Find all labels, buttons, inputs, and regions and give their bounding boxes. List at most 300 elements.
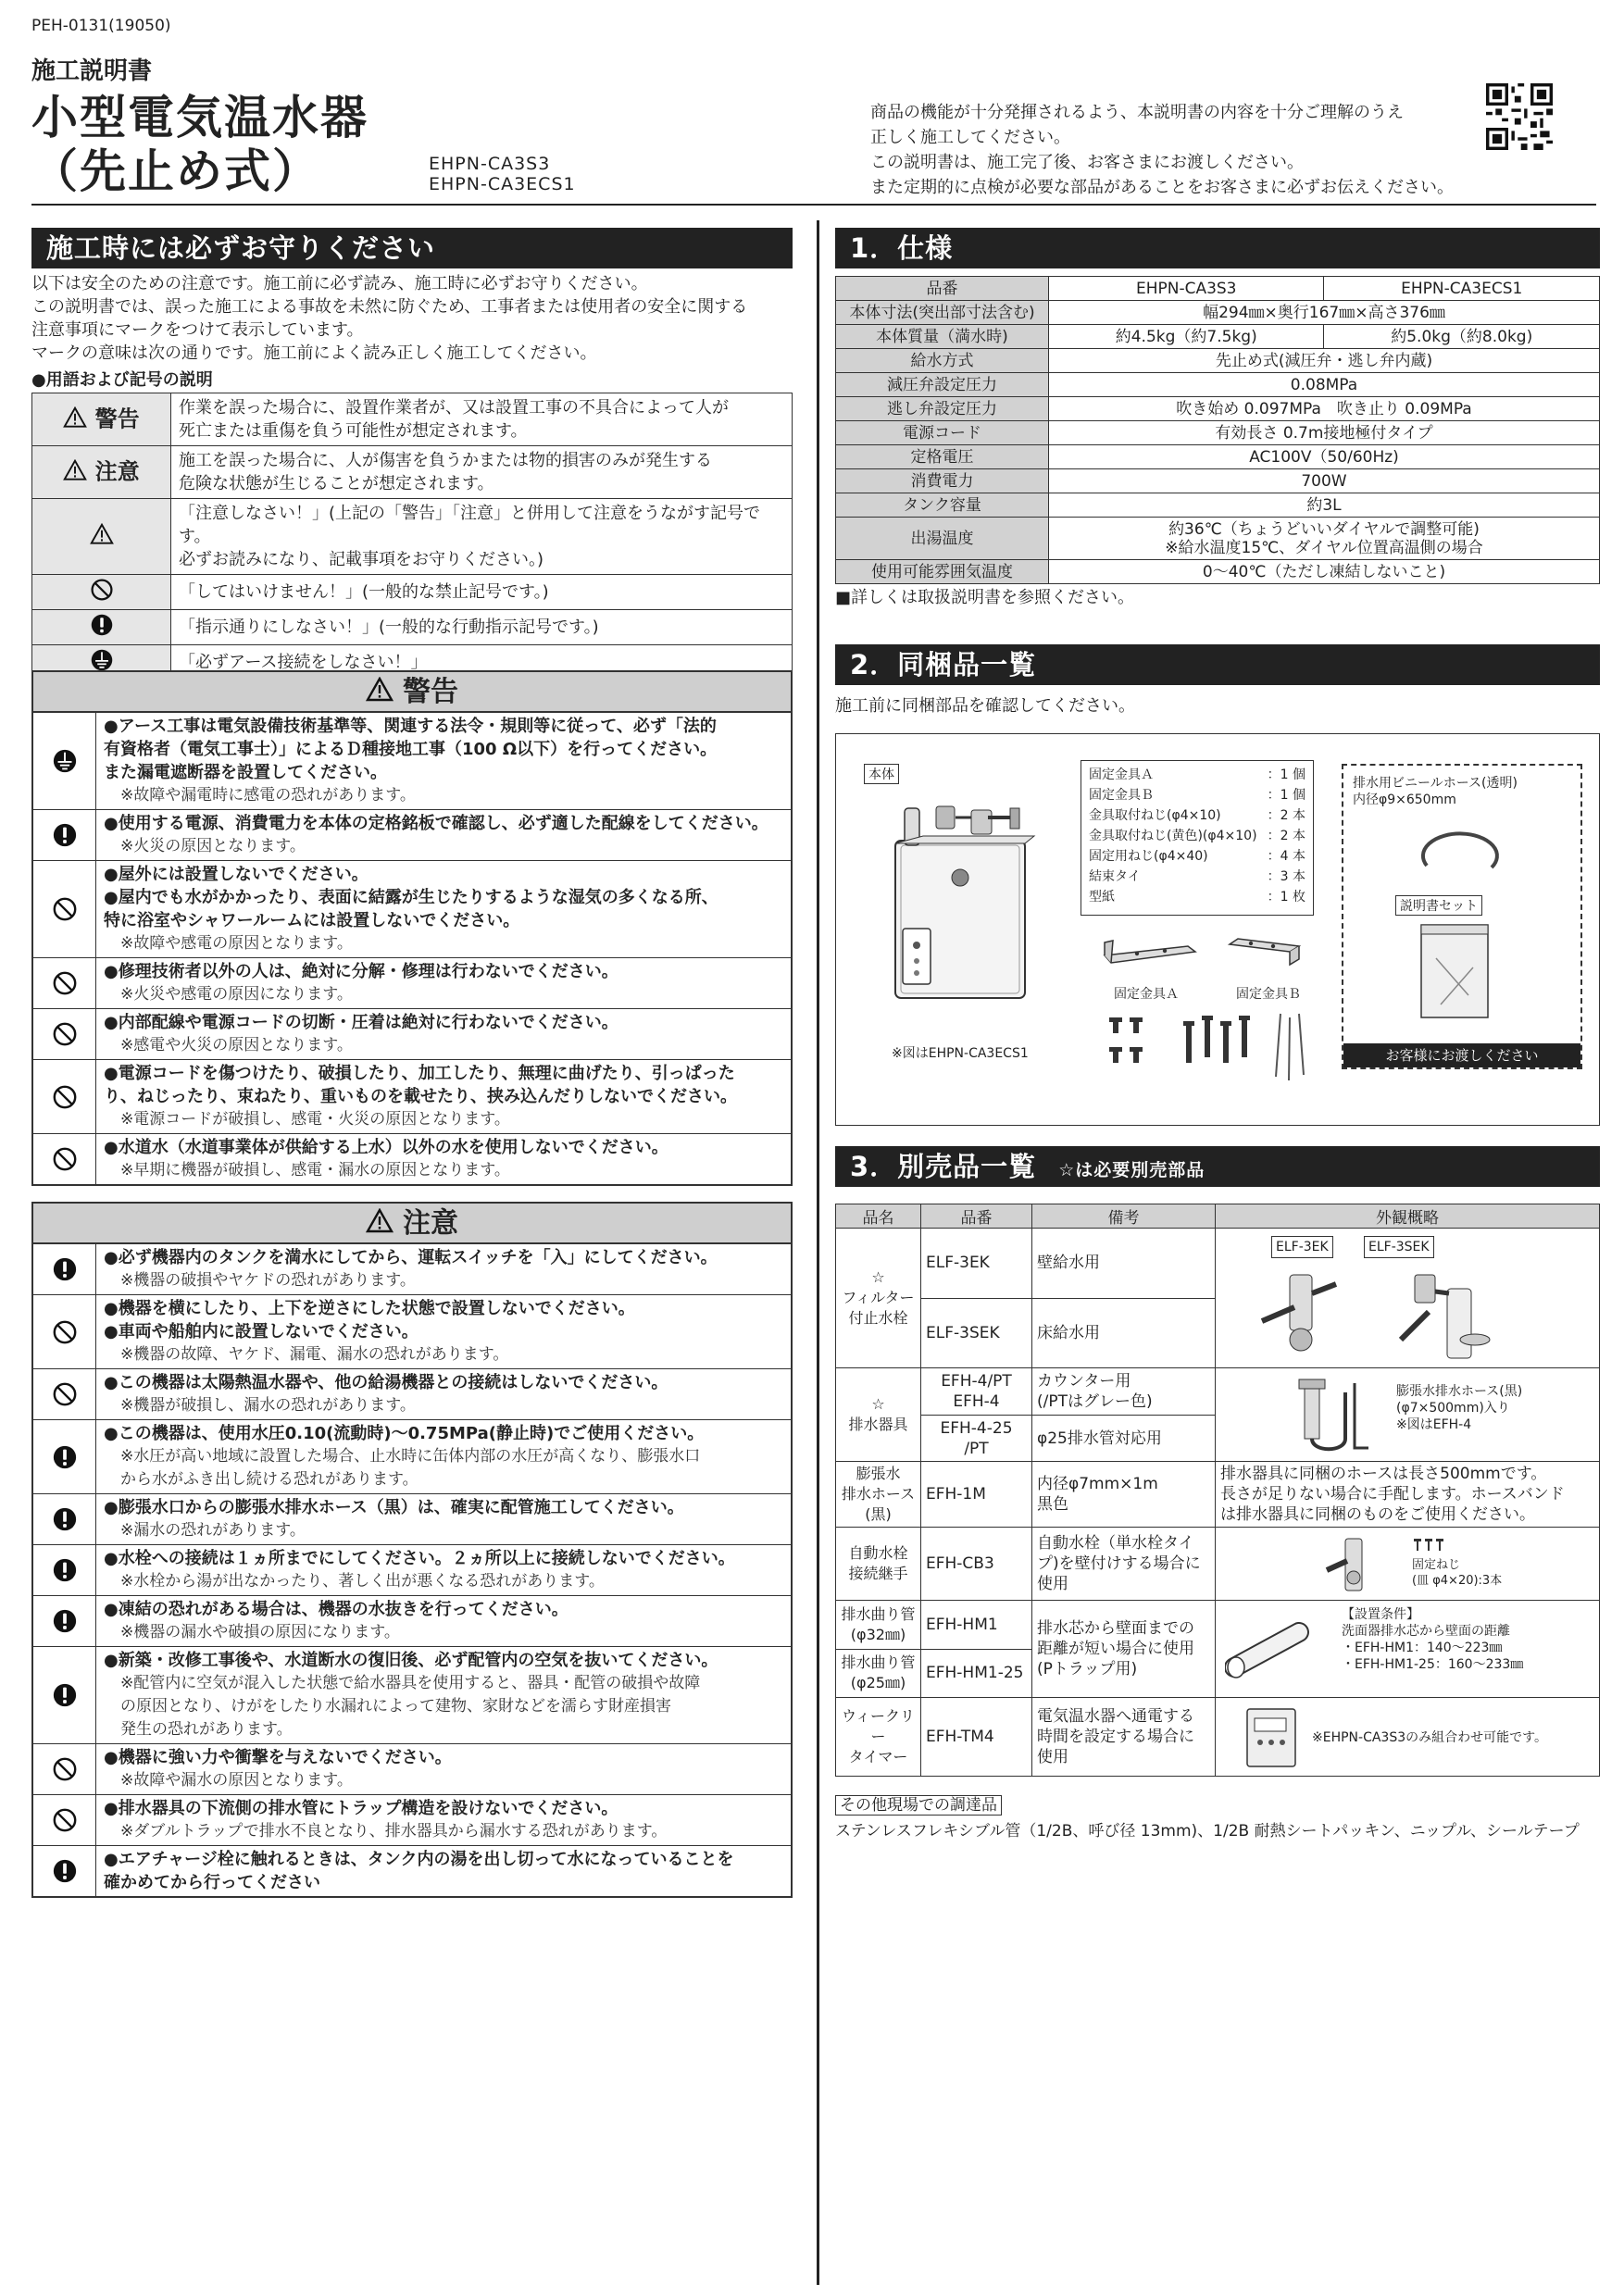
- caution-item: [33, 1494, 791, 1545]
- drain-note: [1396, 1383, 1522, 1433]
- customer-label: お客様にお渡しください: [1343, 1043, 1580, 1067]
- safety-intro: [31, 272, 793, 365]
- spec-col-head: 品番: [836, 277, 1049, 301]
- warning-main-line: また漏電遮断器を設置してください。: [104, 763, 387, 782]
- item-name: ☆ フィルター 付止水栓: [836, 1229, 921, 1368]
- col-figure: 外観概略: [1216, 1204, 1600, 1229]
- table-row: [836, 1229, 1600, 1299]
- caution-note-line: 発生の恐れがあります。: [120, 1720, 293, 1739]
- caution-main-line: ●機器を横にしたり、上下を逆さにした状態で設置しないでください。: [104, 1299, 635, 1318]
- spec-row: [836, 518, 1600, 560]
- safety-line: 注意事項にマークをつけて表示しています。: [31, 320, 364, 340]
- spec-value: 700W: [1049, 469, 1600, 493]
- warning-item: [33, 958, 791, 1009]
- item-code: EFH-CB3: [921, 1528, 1032, 1601]
- caution-main-line: ●この機器は太陽熱温水器や、他の給湯機器との接続はしないでください。: [104, 1373, 668, 1392]
- col-note: 備考: [1032, 1204, 1216, 1229]
- caution-heading: [33, 1204, 791, 1244]
- included-intro: 施工前に同梱部品を確認してください。: [835, 696, 1135, 716]
- item-note: 内径φ7mm×1m 黒色: [1032, 1462, 1216, 1528]
- item-note: 床給水用: [1032, 1298, 1216, 1368]
- warning-item: [33, 1134, 791, 1184]
- drain-bend-pipe-illustration: [1225, 1612, 1336, 1686]
- spec-header-row: [836, 277, 1600, 301]
- instruction-icon: [33, 1647, 96, 1743]
- warning-item-text: [96, 958, 791, 1008]
- item-code: ELF-3SEK: [921, 1298, 1032, 1368]
- legend-row: [32, 575, 793, 610]
- screw-set-icon: [1412, 1537, 1449, 1554]
- warning-box: [31, 670, 793, 1186]
- extras-heading: [835, 1146, 1600, 1187]
- legend-label: 注意: [94, 458, 140, 485]
- spec-value: [1049, 518, 1600, 560]
- spec-label: 電源コード: [836, 421, 1049, 445]
- legend-row: [32, 610, 793, 645]
- spec-col-head: EHPN-CA3S3: [1049, 277, 1324, 301]
- spec-value: 約5.0kg（約8.0kg): [1324, 325, 1600, 349]
- warning-item: [33, 713, 791, 810]
- spec-heading: 1．仕様: [835, 228, 1600, 268]
- caution-note-line: ※機器の漏水や破損の原因になります。: [120, 1623, 400, 1641]
- title-line-2: （先止め式）: [31, 144, 320, 198]
- caution-item: [33, 1420, 791, 1494]
- warning-main-line: ●修理技術者以外の人は、絶対に分解・修理は行わないでください。: [104, 962, 618, 981]
- document-type: 施工説明書: [31, 57, 153, 85]
- cb3-note-line: 固定ねじ: [1412, 1558, 1461, 1572]
- faucet-joint-illustration: [1318, 1533, 1392, 1596]
- legend-symbol: [32, 575, 171, 610]
- figure-note: ※図はEHPN-CA3ECS1: [892, 1046, 1029, 1061]
- cb3-figure: [1216, 1528, 1600, 1601]
- spec-label: タンク容量: [836, 493, 1049, 518]
- hose-label-line: 内径φ9×650mm: [1353, 792, 1456, 807]
- table-row: [836, 1601, 1600, 1650]
- spec-footnote: ■詳しくは取扱説明書を参照ください。: [835, 588, 1135, 607]
- spec-value: 先止め式(減圧弁・逃し弁内蔵): [1049, 349, 1600, 373]
- warning-triangle-icon: [366, 673, 394, 714]
- legend-symbol: [32, 393, 171, 446]
- part-name: 金具取付ねじ(φ4×10): [1089, 808, 1221, 823]
- legend-text-line: 「注意しなさい！」(上記の「警告」「注意」と併用して注意をうながす記号です。: [179, 504, 761, 546]
- instruction-icon: [33, 1244, 96, 1294]
- part-qty: ：1 個: [1267, 767, 1305, 782]
- caution-box: [31, 1202, 793, 1898]
- part-name: 金具取付ねじ(黄色)(φ4×10): [1089, 829, 1257, 843]
- warning-item: [33, 861, 791, 958]
- water-heater-illustration: [868, 790, 1062, 1012]
- spec-label: 使用可能雰囲気温度: [836, 560, 1049, 584]
- legend-text-line: 作業を誤った場合に、設置作業者が、又は設置工事の不具合によって人が: [179, 398, 729, 418]
- vinyl-hose-illustration: [1408, 819, 1510, 884]
- warning-main-line: ●水道水（水道事業体が供給する上水）以外の水を使用しないでください。: [104, 1138, 668, 1157]
- warning-main-line: 特に浴室やシャワールームには設置しないでください。: [104, 911, 520, 930]
- hm1-note-line: 洗面器排水芯から壁面の距離: [1342, 1624, 1510, 1639]
- warning-main-line: 有資格者（電気工事士）」によるＤ種接地工事（100 Ω以下）を行ってください。: [104, 740, 718, 759]
- part-item: [1089, 826, 1305, 846]
- warning-item: [33, 1060, 791, 1134]
- item-code: EFH-HM1: [921, 1601, 1032, 1650]
- column-divider: [817, 220, 819, 2285]
- item-name: 膨張水 排水ホース (黒): [836, 1462, 921, 1528]
- safety-section: [31, 228, 793, 680]
- part-qty: ：2 本: [1267, 808, 1305, 823]
- drain-note-line: 膨張水排水ホース(黒): [1396, 1384, 1523, 1399]
- caution-item: [33, 1596, 791, 1647]
- prohibition-icon: [33, 1009, 96, 1059]
- caution-triangle-icon: [90, 523, 114, 549]
- col-name: 品名: [836, 1204, 921, 1229]
- warning-note-line: ※火災の原因となります。: [120, 837, 306, 855]
- caution-main-line: ●この機器は、使用水圧0.10(流動時)～0.75MPa(静止時)でご使用ください。: [104, 1424, 705, 1443]
- spec-section: [835, 228, 1600, 609]
- caution-item-text: [96, 1244, 791, 1294]
- cb3-note-line: (皿 φ4×20):3本: [1412, 1574, 1503, 1588]
- caution-note-line: ※水圧が高い地域に設置した場合、止水時に缶体内部の水圧が高くなり、膨張水口: [120, 1447, 701, 1466]
- other-items-tag: その他現場での調達品: [835, 1795, 1002, 1816]
- ground-icon: [33, 713, 96, 809]
- caution-item-text: [96, 1846, 791, 1896]
- legend-text: [171, 393, 793, 446]
- spec-value: 0.08MPa: [1049, 373, 1600, 397]
- warning-item-text: [96, 713, 791, 809]
- legend-symbol: [32, 499, 171, 575]
- legend-row: [32, 499, 793, 575]
- extras-title: 3．別売品一覧: [850, 1151, 1037, 1182]
- other-items-text: ステンレスフレキシブル管（1/2B、呼び径 13mm)、1/2B 耐熱シートパッキン、ニップル、シールテープ: [835, 1822, 1580, 1841]
- part-item: [1089, 867, 1305, 887]
- warning-note-line: ※電源コードが破損し、感電・火災の原因となります。: [120, 1110, 510, 1129]
- spec-value-line: ※給水温度15℃、ダイヤル位置高温側の場合: [1165, 538, 1483, 557]
- legend-label: 警告: [94, 406, 140, 432]
- warning-main-line: ●内部配線や電源コードの切断・圧着は絶対に行わないでください。: [104, 1013, 618, 1032]
- spec-row: [836, 397, 1600, 421]
- item-code: EFH-4-25 /PT: [921, 1416, 1032, 1462]
- spec-col-head: EHPN-CA3ECS1: [1324, 277, 1600, 301]
- prohibition-icon: [33, 1369, 96, 1419]
- part-item: [1089, 887, 1305, 907]
- caution-main-line: 確かめてから行ってください: [104, 1873, 320, 1892]
- part-qty: ：3 本: [1267, 869, 1305, 884]
- caution-note-line: ※配管内に空気が混入した状態で給水器具を使用すると、器具・配管の破損や故障: [120, 1674, 701, 1692]
- extras-section: [835, 1146, 1600, 1187]
- spec-label: 逃し弁設定圧力: [836, 397, 1049, 421]
- caution-main-line: ●車両や船舶内に設置しないでください。: [104, 1322, 418, 1341]
- legend-text: [171, 446, 793, 499]
- spec-row: [836, 301, 1600, 325]
- caution-item: [33, 1846, 791, 1896]
- caution-item-text: [96, 1369, 791, 1419]
- warning-main-line: ●使用する電源、消費電力を本体の定格銘板で確認し、必ず適した配線をしてください。: [104, 814, 768, 833]
- legend-symbol: [32, 446, 171, 499]
- warning-item-text: [96, 1134, 791, 1184]
- instruction-icon: [33, 1420, 96, 1493]
- instruction-icon: [90, 613, 114, 642]
- legend-text-line: 施工を誤った場合に、人が傷害を負うかまたは物的損害のみが発生する: [179, 451, 712, 470]
- item-code: EFH-HM1-25: [921, 1649, 1032, 1698]
- title-line-1: 小型電気温水器: [31, 91, 369, 144]
- warning-item-text: [96, 1009, 791, 1059]
- caution-note-line: ※漏水の恐れがあります。: [120, 1521, 306, 1540]
- document-id: PEH-0131(19050): [31, 17, 171, 35]
- legend-text-line: 必ずお読みになり、記載事項をお守りください。): [179, 550, 544, 569]
- hm1-note-line: ・EFH-HM1-25：160～233㎜: [1342, 1657, 1524, 1672]
- warning-title: 警告: [403, 676, 458, 708]
- prohibition-icon: [33, 958, 96, 1008]
- manual-bag-illustration: [1418, 921, 1492, 1023]
- legend-text: [171, 575, 793, 610]
- hose-note-line: は排水器具に同梱のものをご使用ください。: [1220, 1505, 1535, 1524]
- hm1-note-line: ・EFH-HM1：140～223㎜: [1342, 1641, 1503, 1655]
- drain-figure: [1216, 1368, 1600, 1462]
- spec-label: 消費電力: [836, 469, 1049, 493]
- tm4-figure: [1216, 1698, 1600, 1777]
- spec-row: [836, 349, 1600, 373]
- bracket-b-label: 固定金具Ｂ: [1236, 987, 1301, 1002]
- warning-note-line: ※故障や感電の原因となります。: [120, 934, 353, 953]
- warning-item-text: [96, 1060, 791, 1133]
- part-item: [1089, 805, 1305, 826]
- caution-item-text: [96, 1744, 791, 1794]
- caution-note-line: ※機器の故障、ヤケド、漏電、漏水の恐れがあります。: [120, 1345, 509, 1364]
- extras-table-wrap: [835, 1204, 1600, 1843]
- caution-note-line: ※機器の破損やヤケドの恐れがあります。: [120, 1271, 416, 1290]
- legend-text-line: 「指示通りにしなさい！」(一般的な行動指示記号です。): [179, 618, 599, 637]
- drain-note-line: ※図はEFH-4: [1396, 1417, 1472, 1432]
- spec-row: [836, 469, 1600, 493]
- spec-value-line: 約36℃（ちょうどいいダイヤルで調整可能): [1168, 519, 1480, 539]
- warning-note-line: ※感電や火災の原因となります。: [120, 1036, 353, 1054]
- hose-label-line: 排水用ビニールホース(透明): [1353, 776, 1518, 791]
- part-name: 固定金具Ａ: [1089, 767, 1154, 782]
- caution-item: [33, 1744, 791, 1795]
- caution-main-line: ●水栓への接続は１ヵ所までにしてください。２ヵ所以上に接続しないでください。: [104, 1549, 735, 1568]
- model-b: EHPN-CA3ECS1: [429, 174, 576, 194]
- caution-item-text: [96, 1596, 791, 1646]
- part-qty: ：2 本: [1267, 829, 1305, 843]
- legend-text: [171, 610, 793, 645]
- warning-note-line: ※故障や漏電時に感電の恐れがあります。: [120, 786, 416, 805]
- legend-text-line: 死亡または重傷を負う可能性が想定されます。: [179, 421, 528, 441]
- item-name: 排水曲り管 (φ32㎜): [836, 1601, 921, 1650]
- weekly-timer-illustration: [1243, 1705, 1299, 1770]
- warning-main-line: ●電源コードを傷つけたり、破損したり、加工したり、無理に曲げたり、引っぱった: [104, 1064, 735, 1083]
- item-code: EFH-1M: [921, 1462, 1032, 1528]
- included-heading: 2．同梱品一覧: [835, 644, 1600, 685]
- spec-value: 0～40℃（ただし凍結しないこと): [1049, 560, 1600, 584]
- caution-item: [33, 1369, 791, 1420]
- warning-item: [33, 810, 791, 861]
- warning-note-line: ※早期に機器が破損し、感電・漏水の原因となります。: [120, 1161, 510, 1179]
- intro-line: 正しく施工してください。: [870, 128, 1070, 147]
- part-qty: ：1 枚: [1267, 890, 1305, 905]
- fig-tag: ELF-3SEK: [1364, 1236, 1434, 1258]
- part-item: [1089, 785, 1305, 805]
- caution-item: [33, 1244, 791, 1295]
- warning-triangle-icon: [366, 1204, 394, 1245]
- instruction-icon: [33, 1846, 96, 1896]
- parts-list: [1081, 760, 1314, 916]
- legend-text-line: 「必ずアース接続をしなさい！」: [179, 653, 428, 672]
- hose-note-line: 排水器具に同梱のホースは長さ500mmです。: [1220, 1465, 1547, 1483]
- hose-note-line: 長さが足りない場合に手配します。ホースバンド: [1220, 1485, 1565, 1504]
- warning-note-line: ※火災や感電の原因になります。: [120, 985, 353, 1004]
- caution-note-line: ※機器が破損し、漏水の恐れがあります。: [120, 1396, 416, 1415]
- caution-item-text: [96, 1494, 791, 1544]
- intro-line: また定期的に点検が必要な部品があることをお客さまに必ずお伝えください。: [870, 178, 1454, 197]
- warning-heading: [33, 672, 791, 713]
- legend-symbol: [32, 610, 171, 645]
- cb3-note: [1412, 1557, 1502, 1589]
- caution-title: 注意: [403, 1207, 458, 1240]
- item-note: 排水芯から壁面までの 距離が短い場合に使用 (Pトラップ用): [1032, 1601, 1216, 1698]
- fig-tag: ELF-3EK: [1271, 1236, 1333, 1258]
- hm1-figure: [1216, 1601, 1600, 1698]
- table-row: [836, 1698, 1600, 1777]
- caution-item-text: [96, 1647, 791, 1743]
- warning-main-line: ●屋外には設置しないでください。: [104, 865, 369, 884]
- prohibition-icon: [33, 1795, 96, 1845]
- model-numbers: [429, 154, 576, 194]
- screws-illustration: [1100, 1012, 1331, 1114]
- caution-item-text: [96, 1795, 791, 1845]
- spec-row: [836, 445, 1600, 469]
- hose-label: [1353, 775, 1518, 808]
- part-qty: ：4 本: [1267, 849, 1305, 864]
- model-a: EHPN-CA3S3: [429, 154, 551, 174]
- safety-line: この説明書では、誤った施工による事故を未然に防ぐため、工事者または使用者の安全に関する: [31, 297, 748, 317]
- instruction-icon: [33, 810, 96, 860]
- warning-main-line: ●屋内でも水がかかったり、表面に結露が生じたりするような湿気の多くなる所、: [104, 888, 718, 907]
- prohibition-icon: [33, 1060, 96, 1133]
- caution-item: [33, 1647, 791, 1744]
- caution-item: [33, 1795, 791, 1846]
- warning-triangle-icon: [63, 459, 87, 485]
- spec-value: 有効長さ 0.7m接地極付タイプ: [1049, 421, 1600, 445]
- tm4-note: ※EHPN-CA3S3のみ組合わせ可能です。: [1312, 1730, 1548, 1745]
- hose-note: [1216, 1462, 1600, 1528]
- included-section: [835, 644, 1600, 718]
- spec-row: [836, 325, 1600, 349]
- legend-text-line: 危険な状態が生じることが想定されます。: [179, 474, 494, 493]
- filter-valve-illustration: [1253, 1256, 1512, 1363]
- caution-item-text: [96, 1545, 791, 1595]
- part-name: 型紙: [1089, 890, 1115, 905]
- warning-item: [33, 1009, 791, 1060]
- caution-main-line: ●必ず機器内のタンクを満水にしてから、運転スイッチを「入」にしてください。: [104, 1248, 718, 1267]
- spec-value: 約4.5kg（約7.5kg): [1049, 325, 1324, 349]
- item-note: 自動水栓（単水栓タイ プ)を壁付けする場合に 使用: [1032, 1528, 1216, 1601]
- caution-main-line: ●新築・改修工事後や、水道断水の復旧後、必ず配管内の空気を抜いてください。: [104, 1651, 718, 1670]
- filter-figure: [1216, 1229, 1600, 1368]
- spec-label: 減圧弁設定圧力: [836, 373, 1049, 397]
- warning-list: [33, 713, 791, 1184]
- spec-row: [836, 560, 1600, 584]
- item-name: 自動水栓 接続継手: [836, 1528, 921, 1601]
- hm1-note: [1342, 1606, 1523, 1673]
- legend-heading: ●用語および記号の説明: [31, 370, 213, 390]
- included-figure-frame: [835, 733, 1600, 1126]
- legend-row: [32, 393, 793, 446]
- spec-label: 本体寸法(突出部寸法含む): [836, 301, 1049, 325]
- spec-row: [836, 493, 1600, 518]
- intro-line: この説明書は、施工完了後、お客さまにお渡しください。: [870, 153, 1304, 172]
- extras-subtitle: ☆は必要別売部品: [1058, 1160, 1206, 1180]
- item-name: ウィークリー タイマー: [836, 1698, 921, 1777]
- prohibition-icon: [33, 1134, 96, 1184]
- caution-item: [33, 1295, 791, 1369]
- spec-label: 給水方式: [836, 349, 1049, 373]
- item-name: 排水曲り管 (φ25㎜): [836, 1649, 921, 1698]
- prohibition-icon: [90, 578, 114, 606]
- caution-list: [33, 1244, 791, 1896]
- caution-note-line: ※水栓から湯が出なかったり、著しく出が悪くなる恐れがあります。: [120, 1572, 605, 1591]
- part-name: 結束タイ: [1089, 869, 1141, 884]
- qr-code-icon: [1486, 83, 1553, 150]
- prohibition-icon: [33, 861, 96, 957]
- part-item: [1089, 765, 1305, 785]
- instruction-icon: [33, 1494, 96, 1544]
- spec-label: 本体質量（満水時): [836, 325, 1049, 349]
- spec-row: [836, 373, 1600, 397]
- legend-text: [171, 499, 793, 575]
- extras-table: [835, 1204, 1600, 1777]
- symbol-legend-table: [31, 393, 793, 680]
- customer-items-box: [1342, 764, 1582, 1069]
- spec-table: [835, 276, 1600, 584]
- item-note: カウンター用 (/PTはグレー色): [1032, 1368, 1216, 1416]
- item-note: φ25排水管対応用: [1032, 1416, 1216, 1462]
- warning-main-line: り、ねじったり、束ねたり、重いものを載せたり、挟み込んだりしないでください。: [104, 1087, 737, 1106]
- safety-line: マークの意味は次の通りです。施工前によく読み正しく施工してください。: [31, 343, 597, 363]
- caution-item-text: [96, 1420, 791, 1493]
- warning-main-line: ●アース工事は電気設備技術基準等、関連する法令・規則等に従って、必ず「法的: [104, 717, 717, 736]
- table-row: [836, 1528, 1600, 1601]
- table-row: [836, 1462, 1600, 1528]
- caution-note-line: ※故障や漏水の原因となります。: [120, 1771, 353, 1790]
- spec-value: AC100V（50/60Hz): [1049, 445, 1600, 469]
- caution-note-line: ※ダブルトラップで排水不良となり、排水器具から漏水する恐れがあります。: [120, 1822, 668, 1841]
- bracket-a-illustration: [1100, 933, 1202, 970]
- spec-label: 定格電圧: [836, 445, 1049, 469]
- instruction-icon: [33, 1596, 96, 1646]
- part-qty: ：1 個: [1267, 788, 1305, 803]
- drain-note-line: (φ7×500mm)入り: [1396, 1401, 1510, 1416]
- part-name: 固定用ねじ(φ4×40): [1089, 849, 1208, 864]
- legend-text-line: 「してはいけません！」(一般的な禁止記号です。): [179, 582, 549, 602]
- intro-text: [870, 100, 1463, 200]
- manual-set-label: 説明書セット: [1395, 895, 1482, 916]
- prohibition-icon: [33, 1295, 96, 1368]
- col-code: 品番: [921, 1204, 1032, 1229]
- intro-line: 商品の機能が十分発揮されるよう、本説明書の内容を十分ご理解のうえ: [870, 103, 1404, 122]
- hm1-note-line: 【設置条件】: [1342, 1607, 1419, 1622]
- table-row: [836, 1368, 1600, 1416]
- part-item: [1089, 846, 1305, 867]
- caution-main-line: ●凍結の恐れがある場合は、機器の水抜きを行ってください。: [104, 1600, 568, 1619]
- page-title: [31, 91, 369, 198]
- item-code: ELF-3EK: [921, 1229, 1032, 1299]
- warning-item-text: [96, 861, 791, 957]
- item-name: ☆ 排水器具: [836, 1368, 921, 1462]
- bracket-b-illustration: [1225, 933, 1308, 970]
- safety-heading: 施工時には必ずお守りください: [31, 228, 793, 268]
- caution-main-line: ●排水器具の下流側の排水管にトラップ構造を設けないでください。: [104, 1799, 618, 1818]
- caution-note-line: の原因となり、けがをしたり水漏れによって建物、家財などを濡らす財産損害: [120, 1697, 671, 1716]
- body-tag: 本体: [864, 764, 899, 784]
- caution-main-line: ●膨張水口からの膨張水排水ホース（黒）は、確実に配管施工してください。: [104, 1498, 684, 1517]
- caution-main-line: ●機器に強い力や衝撃を与えないでください。: [104, 1748, 452, 1767]
